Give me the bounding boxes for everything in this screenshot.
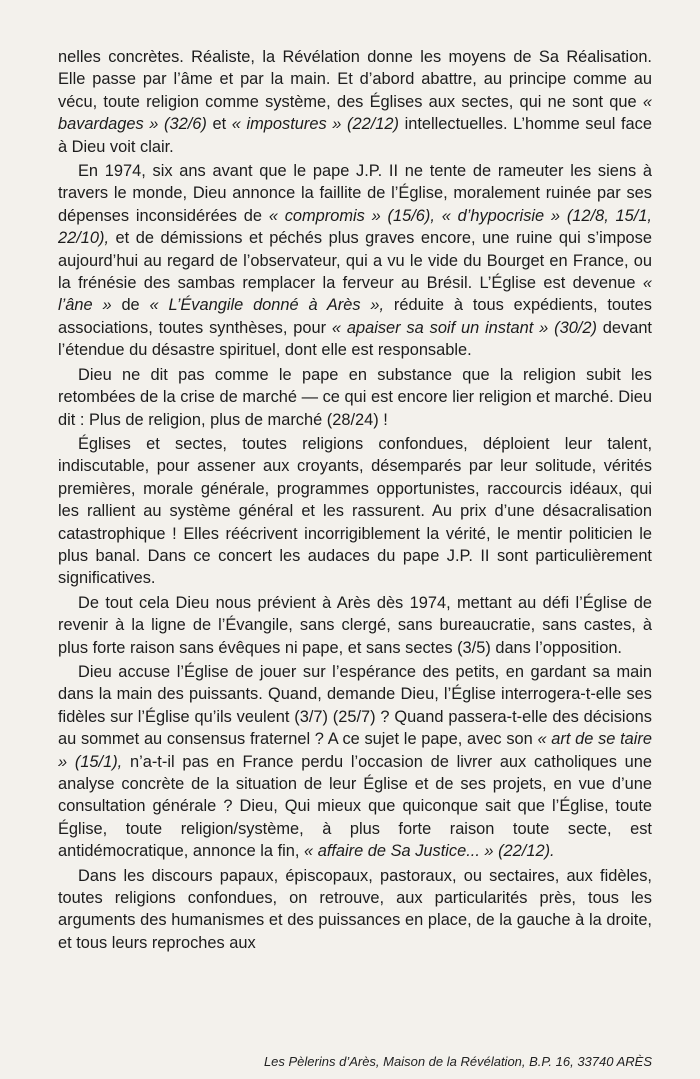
text-run: intellectuelles. L’homme seul face à Dieu voit clair. bbox=[58, 115, 652, 156]
text-run: n’a-t-il pas en France perdu l’occasion de livrer aux catholiques une analyse concrète de la situation de leur Église et de ses projets, en vue d’une consultation générale ? Dieu, Qui mieux que quiconque sait que l’Église, toute Église, toute religion/système, à plus forte raison toute secte, est antidémocratique, annonce la fin, bbox=[58, 752, 652, 861]
body-text bbox=[58, 46, 652, 954]
quoted-citation: « apaiser sa soif un instant » (30/2) bbox=[331, 318, 597, 337]
quoted-citation: « art de se taire » (15/1), bbox=[58, 730, 652, 771]
text-run: réduite à tous expédients, toutes associations, toutes synthèses, pour bbox=[58, 296, 652, 337]
page-footer: Les Pèlerins d’Arès, Maison de la Révélation, B.P. 16, 33740 ARÈS bbox=[263, 1054, 652, 1069]
quoted-citation: « L’Évangile donné à Arès », bbox=[149, 296, 385, 315]
text-run: Dans les discours papaux, épiscopaux, pastoraux, ou sectaires, aux fidèles, toutes religions confondues, on retrouve, aux particularités près, tous les arguments des humanismes et des puissances en place, de la gauche à la droite, et tous leurs reproches aux bbox=[58, 866, 652, 952]
quoted-citation: « affaire de Sa Justice... » (22/12). bbox=[304, 842, 555, 861]
text-run: Dieu ne dit pas comme le pape en substance que la religion subit les retombées de la crise de marché — ce qui est encore lier religion et marché. Dieu dit : Plus de religion, plus de marché (28/24) ! bbox=[58, 365, 652, 429]
text-run: Églises et sectes, toutes religions confondues, déploient leur talent, indiscutable, pour assener aux croyants, désemparés par leur solitude, vérités premières, morale générale, programmes opportunistes, raccourcis idéaux, qui les rallient au système général et les rassurent. Au prix d’une désacralisation catastrophique ! Elles réécrivent incorrigiblement la vérité, le mentir politicien le plus banal. Dans ce concert les audaces du pape J.P. II sont particulièrement significatives. bbox=[58, 434, 652, 588]
text-run: et bbox=[206, 115, 232, 134]
paragraph bbox=[58, 661, 652, 863]
quoted-citation: « bavardages » (32/6) bbox=[58, 92, 652, 134]
paragraph bbox=[58, 592, 652, 659]
quoted-citation: « impostures » (22/12) bbox=[231, 115, 399, 134]
text-run: devant l’étendue du désastre spirituel, dont elle est responsable. bbox=[58, 318, 652, 360]
text-run: et de démissions et péchés plus graves encore, une ruine qui s’impose aujourd’hui au regard de l’observateur, qui a vu le vide du Bourget en France, ou la frénésie des sambas remplacer la ferveur au Brésil. L’Église est devenue bbox=[58, 229, 652, 293]
quoted-citation: « compromis » (15/6), « d’hypocrisie » (12/8, 15/1, 22/10), bbox=[58, 206, 652, 248]
paragraph bbox=[58, 364, 652, 431]
text-run: nelles concrètes. Réaliste, la Révélation donne les moyens de Sa Réalisation. Elle passe par l’âme et par la main. Et d’abord abattre, au principe comme au vécu, toute religion comme système, des Églises aux sectes, qui ne sont que bbox=[58, 48, 652, 111]
paragraph bbox=[58, 865, 652, 955]
text-run: de bbox=[111, 296, 150, 315]
paragraph bbox=[58, 433, 652, 590]
text-run: Dieu accuse l’Église de jouer sur l’espérance des petits, en gardant sa main dans la main des puissants. Quand, demande Dieu, l’Église interrogera-t-elle ses fidèles sur l’Église qu’ils veulent (3/7) (25/7) ? Quand passera-t-elle des décisions au sommet au consensus fraternel ? A ce sujet le pape, avec son bbox=[58, 662, 652, 749]
paragraph bbox=[58, 160, 652, 362]
quoted-citation: « l’âne » bbox=[58, 274, 652, 315]
text-run: De tout cela Dieu nous prévient à Arès dès 1974, mettant au défi l’Église de revenir à la ligne de l’Évangile, sans clergé, sans bureaucratie, sans castes, à plus forte raison sans évêques ni pape, et sans sectes (3/5) dans l’opposition. bbox=[58, 593, 652, 657]
paragraph bbox=[58, 46, 652, 158]
text-run: En 1974, six ans avant que le pape J.P. II ne tente de rameuter les siens à travers le monde, Dieu annonce la faillite de l’Église, moralement ruinée par ses dépenses inconsidérées de bbox=[58, 162, 652, 225]
